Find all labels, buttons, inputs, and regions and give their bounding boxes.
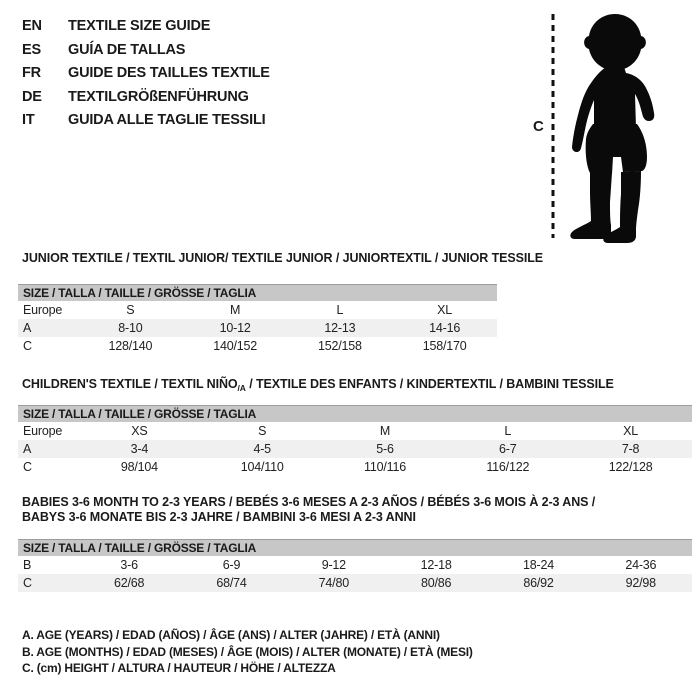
lang-label: GUÍA DE TALLAS: [68, 41, 186, 58]
lang-label: GUIDE DES TAILLES TEXTILE: [68, 65, 270, 81]
height-measure-label: C: [533, 118, 544, 135]
row-label: C: [23, 576, 32, 590]
cell: 6-7: [499, 442, 517, 456]
babies-table-title: BABIES 3-6 MONTH TO 2-3 YEARS / BEBÉS 3-6 MESES A 2-3 AÑOS / BÉBÉS 3-6 MOIS À 2-3 ANS / BABYS 3-6 MONATE BIS 2-3 JAHRE / BAMBINI 3-6 MESI A 2-3 ANNI: [22, 495, 596, 524]
table-row: [18, 422, 692, 440]
lang-row-es: [22, 39, 270, 63]
cell: 86/92: [523, 576, 554, 590]
lang-row-fr: [22, 62, 270, 86]
lang-code: IT: [22, 112, 35, 128]
lang-row-de: [22, 86, 270, 110]
cell: 9-12: [321, 558, 346, 572]
cell: 5-6: [376, 442, 394, 456]
cell: XL: [623, 424, 639, 438]
cell: 92/98: [625, 576, 656, 590]
lang-code: FR: [22, 65, 41, 81]
row-label: B: [23, 558, 32, 572]
footnote-a: A. AGE (YEARS) / EDAD (AÑOS) / ÂGE (ANS) / ALTER (JAHRE) / ETÀ (ANNI): [22, 628, 440, 642]
cell: XL: [437, 303, 453, 317]
cell: M: [230, 303, 241, 317]
footnote-b: B. AGE (MONTHS) / EDAD (MESES) / ÂGE (MOIS) / ALTER (MONATE) / ETÀ (MESI): [22, 644, 473, 659]
children-title-pre: CHILDREN'S TEXTILE / TEXTIL NIÑO: [22, 377, 238, 391]
children-table-header: SIZE / TALLA / TAILLE / GRÖSSE / TAGLIA: [18, 405, 692, 422]
cell: 18-24: [522, 558, 554, 572]
cell: 116/122: [486, 460, 530, 474]
row-label: Europe: [23, 303, 63, 317]
lang-label: TEXTILGRÖßENFÜHRUNG: [68, 88, 249, 105]
junior-table-title: JUNIOR TEXTILE / TEXTIL JUNIOR/ TEXTILE JUNIOR / JUNIORTEXTIL / JUNIOR TESSILE: [22, 251, 543, 265]
table-row: [18, 301, 497, 319]
cell: 6-9: [222, 558, 241, 572]
language-legend: [22, 15, 270, 133]
cell: 3-6: [120, 558, 138, 572]
cell: XS: [131, 424, 148, 438]
cell: 68/74: [216, 576, 247, 590]
cell: 12-13: [324, 321, 356, 335]
cell: 80/86: [421, 576, 452, 590]
cell: 24-36: [625, 558, 657, 572]
babies-table-header: SIZE / TALLA / TAILLE / GRÖSSE / TAGLIA: [18, 539, 692, 556]
cell: 158/170: [422, 339, 467, 353]
cell: 140/152: [213, 339, 258, 353]
row-label: A: [23, 321, 32, 335]
row-label: C: [23, 460, 32, 474]
cell: 74/80: [318, 576, 349, 590]
footnotes: [22, 627, 473, 677]
table-row: [18, 337, 497, 355]
cell: S: [126, 303, 135, 317]
toddler-silhouette-icon: [520, 6, 690, 246]
cell: 152/158: [317, 339, 362, 353]
children-table-title: [22, 377, 614, 391]
row-label: C: [23, 339, 32, 353]
table-row: [18, 440, 692, 458]
cell: 7-8: [621, 442, 640, 456]
cell: 3-4: [130, 442, 149, 456]
lang-code: EN: [22, 18, 42, 34]
cell: 110/116: [364, 460, 406, 474]
junior-size-table: [18, 284, 497, 355]
cell: 14-16: [429, 321, 461, 335]
cell: 8-10: [118, 321, 143, 335]
cell: M: [379, 424, 391, 438]
row-label: A: [23, 442, 32, 456]
cell: 98/104: [120, 460, 158, 474]
cell: 4-5: [253, 442, 271, 456]
cell: 12-18: [420, 558, 452, 572]
children-title-sub: /A: [237, 382, 246, 393]
row-label: Europe: [23, 424, 63, 438]
cell: 122/128: [608, 460, 653, 474]
table-row: [18, 574, 692, 592]
cell: L: [336, 303, 344, 317]
cell: 104/110: [240, 460, 284, 474]
babies-size-table: [18, 539, 692, 592]
toddler-silhouette: [570, 14, 654, 243]
table-row: [18, 458, 692, 476]
cell: 128/140: [108, 339, 153, 353]
cell: S: [258, 424, 267, 438]
lang-code: DE: [22, 88, 42, 105]
lang-row-it: [22, 109, 270, 133]
table-row: [18, 319, 497, 337]
cell: L: [504, 424, 512, 438]
lang-label: TEXTILE SIZE GUIDE: [68, 18, 211, 34]
lang-code: ES: [22, 41, 41, 58]
lang-label: GUIDA ALLE TAGLIE TESSILI: [68, 112, 266, 128]
height-measure-figure: [520, 6, 690, 246]
cell: 10-12: [219, 321, 251, 335]
junior-table-header: SIZE / TALLA / TAILLE / GRÖSSE / TAGLIA: [18, 284, 497, 301]
children-size-table: [18, 405, 692, 476]
cell: 62/68: [114, 576, 145, 590]
table-row: [18, 556, 692, 574]
lang-row-en: [22, 15, 270, 39]
footnote-c: C. (cm) HEIGHT / ALTURA / HAUTEUR / HÖHE / ALTEZZA: [22, 661, 336, 675]
children-title-post: / TEXTILE DES ENFANTS / KINDERTEXTIL / BAMBINI TESSILE: [245, 377, 614, 391]
